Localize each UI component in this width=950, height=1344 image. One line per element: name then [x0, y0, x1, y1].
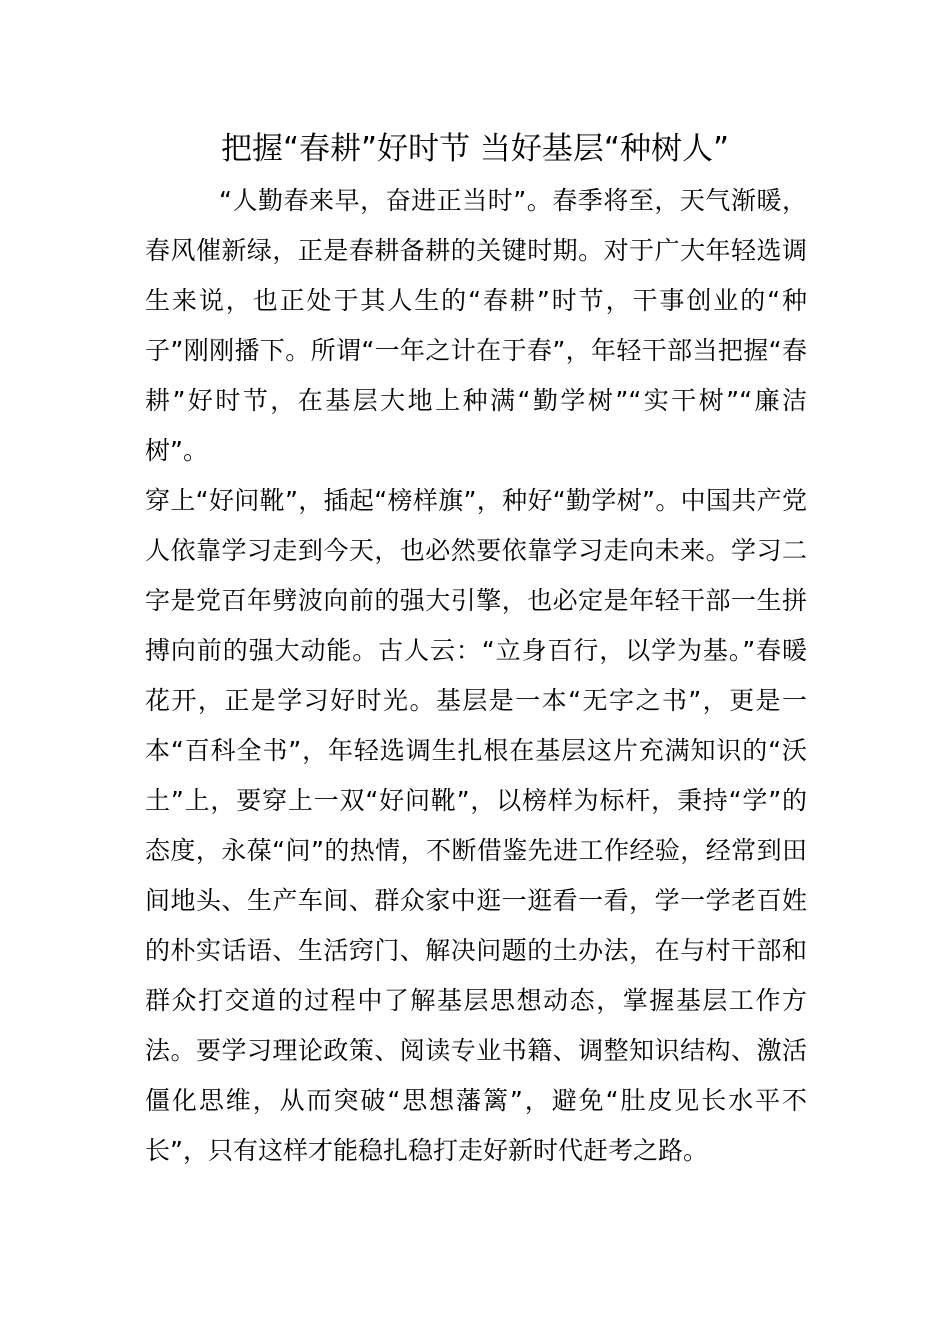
paragraph-intro: “人勤春来早，奋进正当时”。春季将至，天气渐暖，春风催新绿，正是春耕备耕的关键时期。对于广大年轻选调生来说，也正处于其人生的“春耕”时节，干事创业的“种子”刚刚播下。所谓“一年之计在于春”，年轻干部当把握“春耕”好时节，在基层大地上种满“勤学树”“实干树”“廉洁树”。 — [145, 186, 807, 465]
document-title: 把握“春耕”好时节 当好基层“种树人” — [220, 131, 730, 167]
paragraph-study-tree: 穿上“好问靴”，插起“榜样旗”，种好“勤学树”。中国共产党人依靠学习走到今天，也必然要依靠学习走向未来。学习二字是党百年劈波向前的强大引擎，也必定是年轻干部一生拼搏向前的强大动能。古人云：“立身百行，以学为基。”春暖花开，正是学习好时光。基层是一本“无字之书”，更是一本“百科全书”，年轻选调生扎根在基层这片充满知识的“沃土”上，要穿上一双“好问靴”，以榜样为标杆，秉持“学”的态度，永葆“问”的热情，不断借鉴先进工作经验，经常到田间地头、生产车间、群众家中逛一逛看一看，学一学老百姓的朴实话语、生活窍门、解决问题的土办法，在与村干部和群众打交道的过程中了解基层思想动态，掌握基层工作方法。要学习理论政策、阅读专业书籍、调整知识结构、激活僵化思维，从而突破“思想藩篱”，避免“肚皮见长水平不长”，只有这样才能稳扎稳打走好新时代赶考之路。 — [145, 486, 807, 1165]
